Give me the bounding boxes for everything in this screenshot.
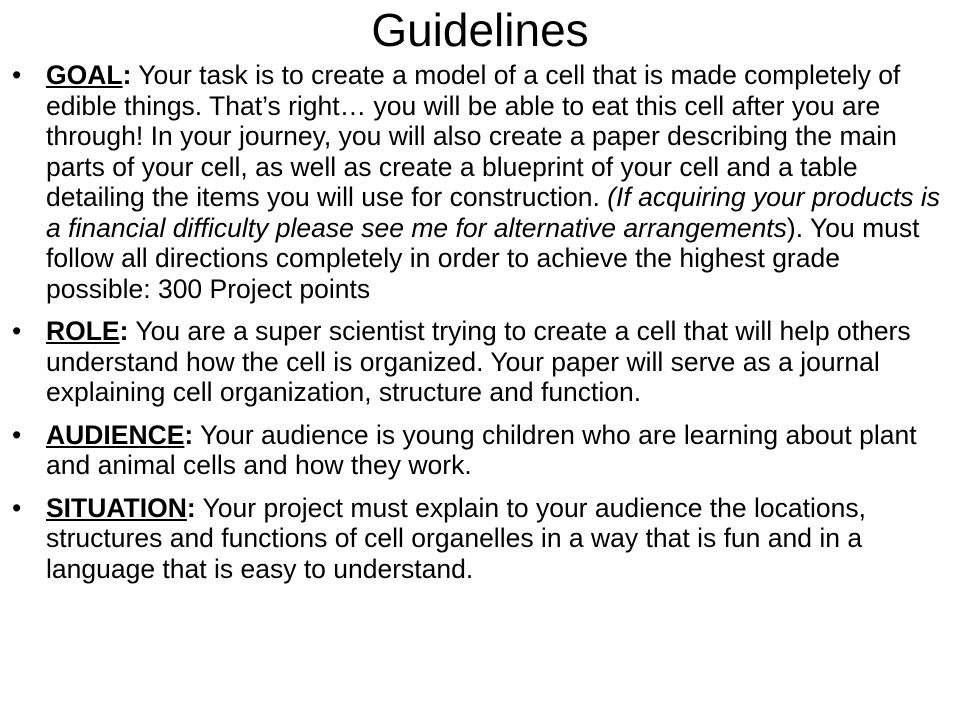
situation-label: SITUATION [46, 492, 187, 523]
audience-text: Your audience is young children who are learning about plant and animal cells and how they work. [46, 419, 917, 480]
bullet-situation [0, 493, 960, 585]
bullet-audience [0, 420, 960, 481]
bullet-dot-icon: • [12, 316, 22, 346]
bullet-role [0, 316, 960, 408]
audience-label: AUDIENCE [46, 419, 185, 450]
goal-text: Your task is to create a model of a cell that is made completely of edible things. That’s right… you will be able to eat this cell after you are through! In your journey, you will also create a paper describing the main parts of your cell, as well as create a blueprint of your cell and a table detailing the items you will use for construction. [46, 60, 901, 212]
bullet-goal [0, 60, 960, 304]
situation-text: Your project must explain to your audience the locations, structures and functions of cell organelles in a way that is fun and in a language that is easy to understand. [46, 492, 866, 584]
goal-italic-note: (If acquiring your products is a financial difficulty please see me for alternative arrangements [46, 182, 941, 243]
bullet-list [0, 60, 960, 596]
role-label: ROLE [46, 316, 120, 346]
audience-colon: : [184, 419, 194, 450]
situation-colon: : [186, 492, 196, 523]
role-text: You are a super scientist trying to create a cell that will help others understand how the cell is organized. Your paper will serve as a journal explaining cell organization, structure and function. [46, 316, 911, 407]
goal-label: GOAL [46, 60, 123, 90]
goal-text-end: ). You must follow all directions completely in order to achieve the highest grade possible: 300 Project points [46, 212, 920, 304]
bullet-dot-icon: • [12, 419, 22, 450]
slide-title: Guidelines [371, 4, 589, 56]
goal-colon: : [122, 60, 132, 90]
bullet-dot-icon: • [12, 492, 22, 523]
role-colon: : [119, 316, 129, 346]
bullet-dot-icon: • [12, 60, 22, 90]
